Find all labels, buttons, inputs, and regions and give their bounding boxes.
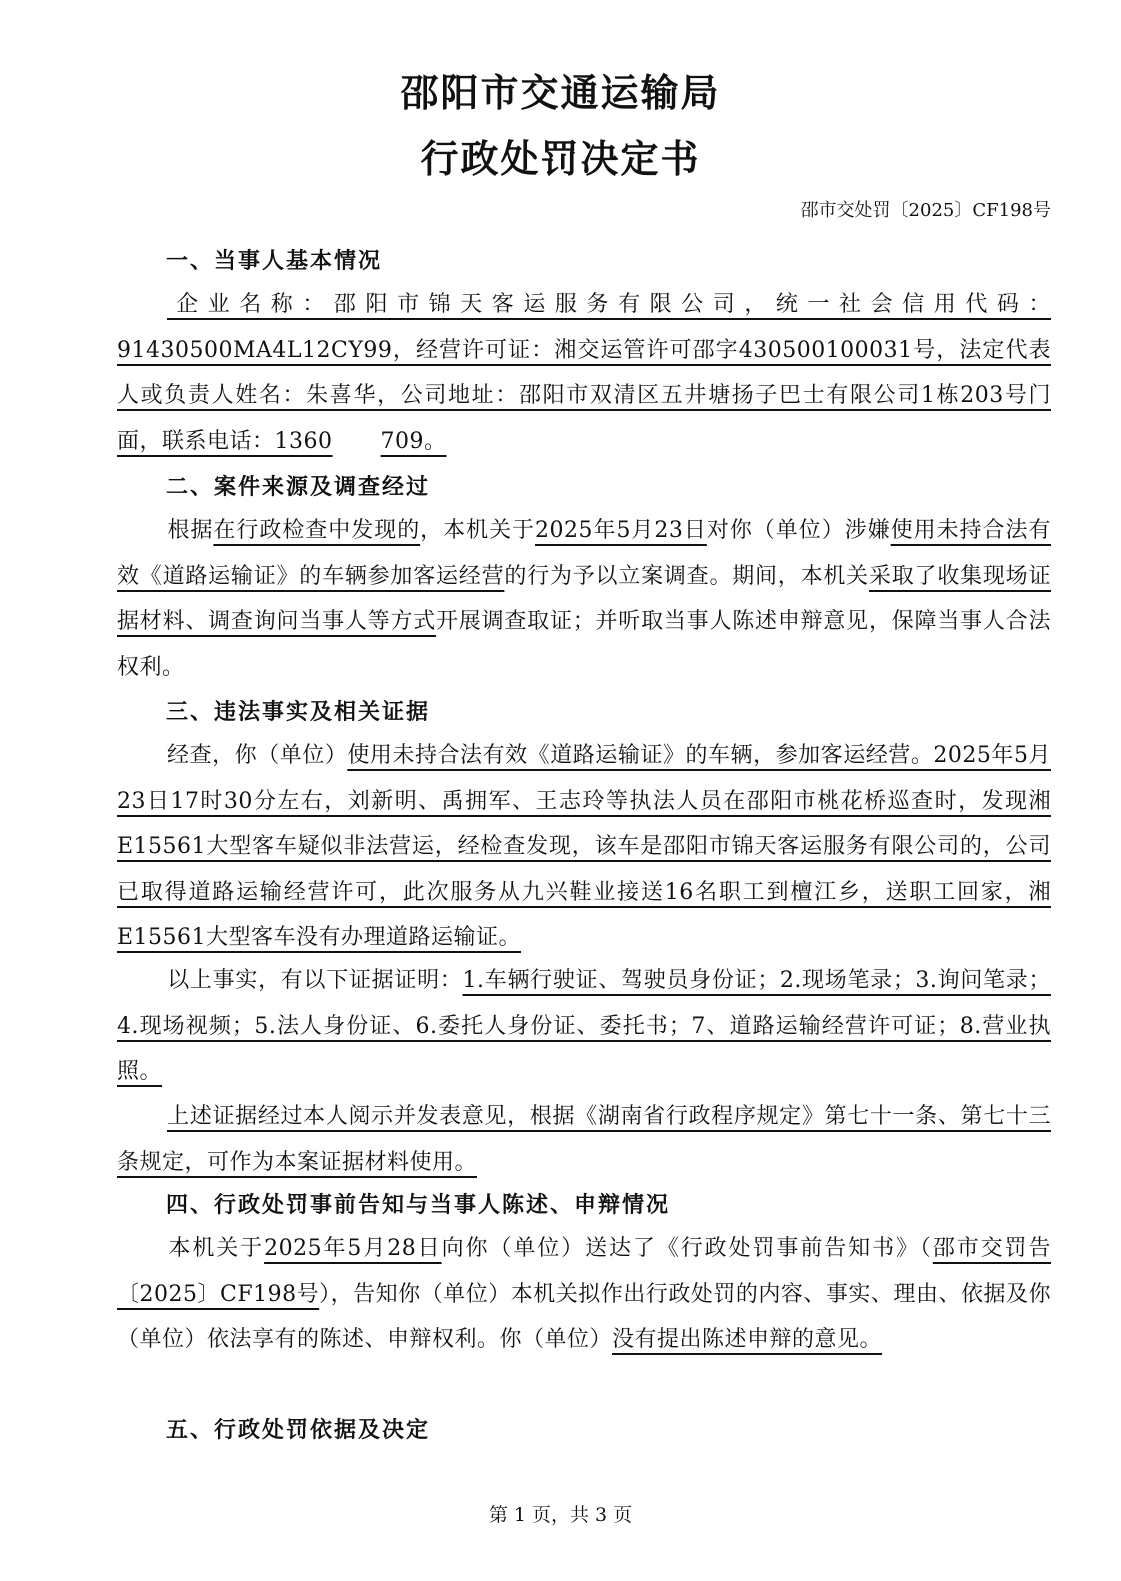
section-heading-case-source: 二、案件来源及调查经过: [166, 475, 431, 500]
section-heading-penalty-basis: 五、行政处罚依据及决定: [166, 1418, 431, 1443]
paragraph-evidence-basis: [117, 1094, 1051, 1185]
paragraph-facts: [117, 733, 1051, 961]
section-heading-party-info: 一、当事人基本情况: [166, 249, 383, 274]
case-source-origin: 在行政检查中发现的: [213, 518, 421, 543]
evidence-lead: 以上事实，有以下证据证明：: [167, 968, 463, 993]
defense-status: 没有提出陈述申辩的意见。: [612, 1327, 883, 1352]
case-source-text-5: 开展调查取证；并听取当事人陈述申辩意见，保障当事人合法权利。: [117, 609, 1051, 680]
document-title-authority: 邵阳市交通运输局: [400, 71, 721, 115]
document-title-type: 行政处罚决定书: [420, 137, 701, 181]
case-source-text-3: 对你（单位）涉嫌: [706, 518, 891, 543]
paragraph-case-source: [117, 508, 1051, 690]
notice-date: 2025年5月28日: [264, 1236, 442, 1261]
paragraph-evidence-list: [117, 958, 1051, 1095]
section-heading-facts-evidence: 三、违法事实及相关证据: [166, 700, 431, 725]
notice-document-number: 邵市交罚告〔2025〕CF198号: [117, 1236, 1051, 1307]
document-number: 邵市交处罚〔2025〕CF198号: [800, 200, 1051, 221]
evidence-items: 1.车辆行驶证、驾驶员身份证；2.现场笔录；3.询问笔录；4.现场视频；5.法人身份证、6.委托人身份证、委托书；7、道路运输经营许可证；8.营业执照。: [117, 968, 1051, 1084]
evidence-basis-text: 上述证据经过本人阅示并发表意见，根据《湖南省行政程序规定》第七十一条、第七十三条规定，可作为本案证据材料使用。: [117, 1104, 1051, 1175]
notice-text-3: ），告知你（单位）本机关拟作出行政处罚的内容、事实、理由、依据及你（单位）依法享有的陈述、申辩权利。你（单位）: [117, 1281, 1051, 1352]
paragraph-party-info: [117, 282, 1051, 464]
facts-text-detail: 使用未持合法有效《道路运输证》的车辆，参加客运经营。2025年5月23日17时30分左右，刘新明、禹拥军、王志玲等执法人员在邵阳市桃花桥巡查时，发现湘E15561大型客车疑似非法营运，经检查发现，该车是邵阳市锦天客运服务有限公司的，公司已取得道路运输经营许可，此次服务从九兴鞋业接送16名职工到檀江乡，送职工回家，湘E15561大型客车没有办理道路运输证。: [117, 743, 1051, 950]
case-filing-date: 2025年5月23日: [535, 518, 707, 543]
case-source-text-1: 根据: [167, 518, 214, 543]
case-source-text-4: 的行为予以立案调查。期间，本机关: [504, 563, 869, 589]
facts-text-lead: 经查，你（单位）: [167, 743, 348, 768]
investigation-methods: 采取了收集现场证据材料、调查询问当事人等方式: [117, 563, 1051, 634]
paragraph-prior-notice: [117, 1226, 1051, 1363]
section-heading-prior-notice: 四、行政处罚事前告知与当事人陈述、申辩情况: [166, 1193, 671, 1218]
page-indicator: 第 1 页，共 3 页: [488, 1504, 633, 1526]
suspected-violation: 使用未持合法有效《道路运输证》的车辆参加客运经营: [117, 518, 1051, 589]
party-info-text: 企业名称：邵阳市锦天客运服务有限公司，统一社会信用代码：91430500MA4L12CY99，经营许可证：湘交运管许可邵字430500100031号，法定代表人或负责人姓名：朱喜华，公司地址：邵阳市双清区五井塘扬子巴士有限公司1栋203号门面，联系电话：1360 709。: [117, 292, 1051, 454]
notice-text-2: 向你（单位）送达了《行政处罚事前告知书》（: [441, 1236, 933, 1261]
notice-text-1: 本机关于: [167, 1236, 265, 1261]
case-source-text-2: ，本机关于: [420, 518, 536, 543]
